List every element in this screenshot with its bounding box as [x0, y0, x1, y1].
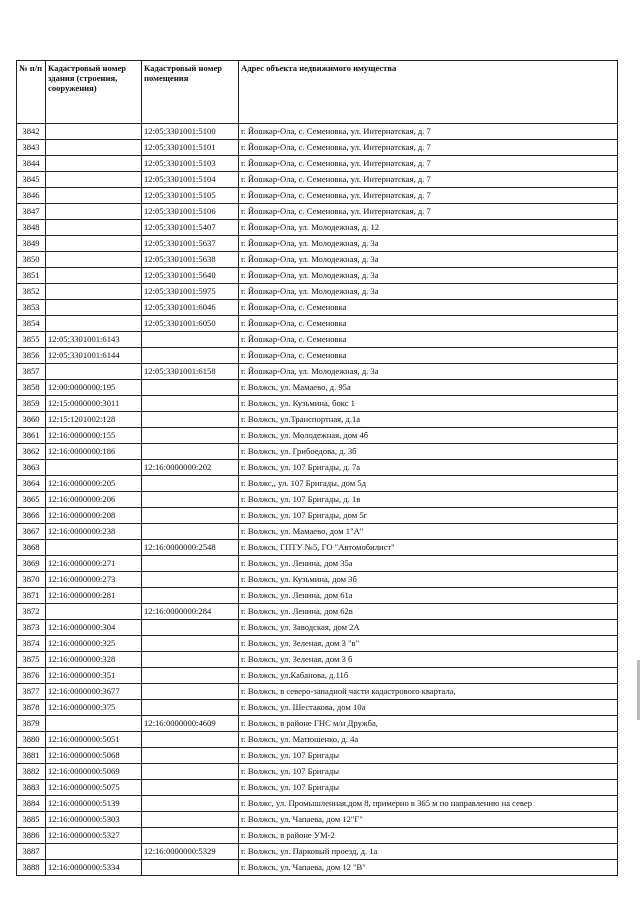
row-num-cell: 3852: [17, 284, 46, 300]
table-row: [17, 124, 618, 140]
building-cadastral-cell: 12:16:0000000:271: [46, 556, 142, 572]
row-num-cell: 3885: [17, 812, 46, 828]
premises-cadastral-cell: [142, 700, 239, 716]
table-row: [17, 460, 618, 476]
header-num: № п/п: [17, 61, 46, 124]
building-cadastral-cell: [46, 156, 142, 172]
address-cell: г. Волжск, ул.Кабанова, д.11б: [239, 668, 618, 684]
address-cell: г. Волжск, ул. Ленина, дом 61а: [239, 588, 618, 604]
premises-cadastral-cell: [142, 492, 239, 508]
table-row: [17, 316, 618, 332]
row-num-cell: 3880: [17, 732, 46, 748]
table-row: [17, 476, 618, 492]
building-cadastral-cell: 12:16:0000000:5051: [46, 732, 142, 748]
table-row: [17, 444, 618, 460]
premises-cadastral-cell: [142, 572, 239, 588]
table-body: [17, 124, 618, 876]
row-num-cell: 3858: [17, 380, 46, 396]
address-cell: г. Йошкар-Ола, с. Семеновка, ул. Интернатская, д. 7: [239, 204, 618, 220]
row-num-cell: 3883: [17, 780, 46, 796]
row-num-cell: 3864: [17, 476, 46, 492]
property-registry-table: [16, 60, 618, 876]
premises-cadastral-cell: [142, 780, 239, 796]
address-cell: г. Волжск, ул. 107 Бригады, д. 7а: [239, 460, 618, 476]
table-row: [17, 252, 618, 268]
building-cadastral-cell: [46, 364, 142, 380]
table-row: [17, 844, 618, 860]
premises-cadastral-cell: [142, 444, 239, 460]
row-num-cell: 3875: [17, 652, 46, 668]
building-cadastral-cell: 12:00:0000000:195: [46, 380, 142, 396]
building-cadastral-cell: 12:16:0000000:5139: [46, 796, 142, 812]
premises-cadastral-cell: [142, 556, 239, 572]
row-num-cell: 3843: [17, 140, 46, 156]
table-row: [17, 172, 618, 188]
building-cadastral-cell: 12:16:0000000:206: [46, 492, 142, 508]
building-cadastral-cell: [46, 604, 142, 620]
premises-cadastral-cell: [142, 636, 239, 652]
building-cadastral-cell: 12:16:0000000:304: [46, 620, 142, 636]
premises-cadastral-cell: 12:05:3301001:5407: [142, 220, 239, 236]
table-row: [17, 220, 618, 236]
row-num-cell: 3868: [17, 540, 46, 556]
row-num-cell: 3862: [17, 444, 46, 460]
row-num-cell: 3882: [17, 764, 46, 780]
table-row: [17, 524, 618, 540]
row-num-cell: 3876: [17, 668, 46, 684]
table-row: [17, 380, 618, 396]
address-cell: г. Волжск, ул. 107 Бригады: [239, 764, 618, 780]
premises-cadastral-cell: 12:05:3301001:6158: [142, 364, 239, 380]
address-cell: г. Йошкар-Ола, ул. Молодежная, д. 3а: [239, 284, 618, 300]
address-cell: г. Волжск, ул. Мамаево, дом 1"А": [239, 524, 618, 540]
row-num-cell: 3848: [17, 220, 46, 236]
building-cadastral-cell: 12:16:0000000:351: [46, 668, 142, 684]
address-cell: г. Волжск, ул. Ленина, дом 35а: [239, 556, 618, 572]
premises-cadastral-cell: [142, 620, 239, 636]
building-cadastral-cell: 12:16:0000000:5334: [46, 860, 142, 876]
table-row: [17, 620, 618, 636]
row-num-cell: 3847: [17, 204, 46, 220]
table-row: [17, 268, 618, 284]
row-num-cell: 3846: [17, 188, 46, 204]
table-row: [17, 572, 618, 588]
address-cell: г. Йошкар-Ола, с. Семеновка: [239, 316, 618, 332]
building-cadastral-cell: 12:16:0000000:186: [46, 444, 142, 460]
row-num-cell: 3853: [17, 300, 46, 316]
building-cadastral-cell: [46, 316, 142, 332]
building-cadastral-cell: 12:05:3301001:6144: [46, 348, 142, 364]
address-cell: г. Йошкар-Ола, ул. Молодежная, д. 12: [239, 220, 618, 236]
row-num-cell: 3871: [17, 588, 46, 604]
row-num-cell: 3884: [17, 796, 46, 812]
building-cadastral-cell: 12:16:0000000:155: [46, 428, 142, 444]
premises-cadastral-cell: [142, 348, 239, 364]
table-row: [17, 348, 618, 364]
building-cadastral-cell: 12:16:0000000:205: [46, 476, 142, 492]
table-row: [17, 492, 618, 508]
premises-cadastral-cell: 12:05:3301001:6046: [142, 300, 239, 316]
address-cell: г. Волжск, ул. Шестакова, дом 10а: [239, 700, 618, 716]
row-num-cell: 3886: [17, 828, 46, 844]
building-cadastral-cell: 12:16:0000000:238: [46, 524, 142, 540]
row-num-cell: 3849: [17, 236, 46, 252]
address-cell: г. Волжск, в районе ГНС м/н Дружба,: [239, 716, 618, 732]
address-cell: г. Йошкар-Ола, с. Семеновка: [239, 300, 618, 316]
address-cell: г. Волжск, ул. 107 Бригады, дом 5г: [239, 508, 618, 524]
row-num-cell: 3860: [17, 412, 46, 428]
building-cadastral-cell: 12:16:0000000:3677: [46, 684, 142, 700]
premises-cadastral-cell: 12:16:0000000:2548: [142, 540, 239, 556]
building-cadastral-cell: [46, 460, 142, 476]
row-num-cell: 3845: [17, 172, 46, 188]
header-row: [17, 61, 618, 124]
table-row: [17, 396, 618, 412]
premises-cadastral-cell: 12:05:3301001:5975: [142, 284, 239, 300]
table-row: [17, 284, 618, 300]
table-row: [17, 412, 618, 428]
row-num-cell: 3867: [17, 524, 46, 540]
building-cadastral-cell: 12:16:0000000:281: [46, 588, 142, 604]
address-cell: г. Волжск, ул.Транспортная, д.1а: [239, 412, 618, 428]
table-row: [17, 796, 618, 812]
address-cell: г. Волжс, ул. Промышленная,дом 8, примерно в 365 м по направлению на север: [239, 796, 618, 812]
address-cell: г. Йошкар-Ола, ул. Молодежная, д. 3а: [239, 268, 618, 284]
address-cell: г. Йошкар-Ола, с. Семеновка, ул. Интернатская, д. 7: [239, 172, 618, 188]
premises-cadastral-cell: [142, 668, 239, 684]
row-num-cell: 3877: [17, 684, 46, 700]
row-num-cell: 3856: [17, 348, 46, 364]
premises-cadastral-cell: [142, 396, 239, 412]
building-cadastral-cell: [46, 188, 142, 204]
table-row: [17, 604, 618, 620]
address-cell: г. Волжск, ул. 107 Бригады: [239, 780, 618, 796]
building-cadastral-cell: [46, 268, 142, 284]
premises-cadastral-cell: [142, 732, 239, 748]
address-cell: г. Волжск, ул. Кузьмина, бокс 1: [239, 396, 618, 412]
building-cadastral-cell: [46, 140, 142, 156]
header-address: Адрес объекта недвижимого имущества: [239, 61, 618, 124]
premises-cadastral-cell: [142, 380, 239, 396]
row-num-cell: 3872: [17, 604, 46, 620]
table-row: [17, 668, 618, 684]
building-cadastral-cell: [46, 284, 142, 300]
building-cadastral-cell: [46, 220, 142, 236]
building-cadastral-cell: [46, 172, 142, 188]
premises-cadastral-cell: [142, 332, 239, 348]
row-num-cell: 3878: [17, 700, 46, 716]
address-cell: г. Волжск, ул. Чапаева, дом 12"Г": [239, 812, 618, 828]
row-num-cell: 3873: [17, 620, 46, 636]
row-num-cell: 3870: [17, 572, 46, 588]
row-num-cell: 3859: [17, 396, 46, 412]
building-cadastral-cell: [46, 204, 142, 220]
table-row: [17, 364, 618, 380]
building-cadastral-cell: [46, 124, 142, 140]
building-cadastral-cell: 12:16:0000000:375: [46, 700, 142, 716]
row-num-cell: 3861: [17, 428, 46, 444]
address-cell: г. Йошкар-Ола, с. Семеновка, ул. Интернатская, д. 7: [239, 156, 618, 172]
table-row: [17, 540, 618, 556]
address-cell: г. Волжск, ул. Кузьмина, дом 3б: [239, 572, 618, 588]
row-num-cell: 3866: [17, 508, 46, 524]
table-row: [17, 188, 618, 204]
address-cell: г. Волжск, ул. Матюшенко, д. 4а: [239, 732, 618, 748]
building-cadastral-cell: 12:15:0000000:3011: [46, 396, 142, 412]
address-cell: г. Волжск, ул. Зеленая, дом 3 "в": [239, 636, 618, 652]
premises-cadastral-cell: 12:16:0000000:5329: [142, 844, 239, 860]
table-row: [17, 748, 618, 764]
premises-cadastral-cell: [142, 828, 239, 844]
building-cadastral-cell: 12:16:0000000:5327: [46, 828, 142, 844]
premises-cadastral-cell: [142, 684, 239, 700]
table-row: [17, 428, 618, 444]
table-header: [17, 61, 618, 124]
premises-cadastral-cell: [142, 764, 239, 780]
premises-cadastral-cell: [142, 812, 239, 828]
building-cadastral-cell: 12:16:0000000:328: [46, 652, 142, 668]
building-cadastral-cell: [46, 540, 142, 556]
row-num-cell: 3854: [17, 316, 46, 332]
premises-cadastral-cell: 12:05:3301001:5104: [142, 172, 239, 188]
address-cell: г. Волжск, ул. Мамаево, д. 95а: [239, 380, 618, 396]
row-num-cell: 3869: [17, 556, 46, 572]
address-cell: г. Волжск, ул. Чапаева, дом 12 "В": [239, 860, 618, 876]
header-premises-cadastral: Кадастровый номер помещения: [142, 61, 239, 124]
table-row: [17, 236, 618, 252]
address-cell: г. Волжск, ул. 107 Бригады: [239, 748, 618, 764]
premises-cadastral-cell: 12:16:0000000:4609: [142, 716, 239, 732]
table-row: [17, 588, 618, 604]
address-cell: г. Волжск, ул. Грибоедова, д. 3б: [239, 444, 618, 460]
table-row: [17, 716, 618, 732]
row-num-cell: 3851: [17, 268, 46, 284]
address-cell: г. Йошкар-Ола, с. Семеновка, ул. Интернатская, д. 7: [239, 140, 618, 156]
building-cadastral-cell: 12:16:0000000:5303: [46, 812, 142, 828]
premises-cadastral-cell: 12:16:0000000:284: [142, 604, 239, 620]
premises-cadastral-cell: 12:05:3301001:6050: [142, 316, 239, 332]
row-num-cell: 3857: [17, 364, 46, 380]
table-row: [17, 556, 618, 572]
address-cell: г. Йошкар-Ола, с. Семеновка, ул. Интернатская, д. 7: [239, 188, 618, 204]
table-row: [17, 508, 618, 524]
row-num-cell: 3874: [17, 636, 46, 652]
row-num-cell: 3888: [17, 860, 46, 876]
table-row: [17, 636, 618, 652]
address-cell: г. Йошкар-Ола, с. Семеновка, ул. Интернатская, д. 7: [239, 124, 618, 140]
table-row: [17, 140, 618, 156]
building-cadastral-cell: 12:16:0000000:5068: [46, 748, 142, 764]
premises-cadastral-cell: 12:05:3301001:5640: [142, 268, 239, 284]
row-num-cell: 3850: [17, 252, 46, 268]
premises-cadastral-cell: [142, 476, 239, 492]
row-num-cell: 3842: [17, 124, 46, 140]
premises-cadastral-cell: [142, 748, 239, 764]
premises-cadastral-cell: [142, 524, 239, 540]
address-cell: г. Йошкар-Ола, с. Семеновка: [239, 348, 618, 364]
table-row: [17, 684, 618, 700]
premises-cadastral-cell: [142, 860, 239, 876]
premises-cadastral-cell: 12:05:3301001:5105: [142, 188, 239, 204]
building-cadastral-cell: [46, 236, 142, 252]
row-num-cell: 3881: [17, 748, 46, 764]
premises-cadastral-cell: [142, 652, 239, 668]
row-num-cell: 3863: [17, 460, 46, 476]
building-cadastral-cell: 12:16:0000000:325: [46, 636, 142, 652]
address-cell: г. Волжск, в районе УМ-2: [239, 828, 618, 844]
building-cadastral-cell: [46, 844, 142, 860]
building-cadastral-cell: [46, 252, 142, 268]
table-row: [17, 828, 618, 844]
table-row: [17, 860, 618, 876]
table-row: [17, 812, 618, 828]
premises-cadastral-cell: [142, 508, 239, 524]
header-building-cadastral: Кадастровый номер здания (строения, сооружения): [46, 61, 142, 124]
premises-cadastral-cell: [142, 412, 239, 428]
table-row: [17, 764, 618, 780]
address-cell: г. Волжск, ул. Парковый проезд, д. 1а: [239, 844, 618, 860]
building-cadastral-cell: 12:16:0000000:5069: [46, 764, 142, 780]
address-cell: г. Волжск, ГПТУ №5, ГО "Автомобилист": [239, 540, 618, 556]
address-cell: г. Йошкар-Ола, с. Семеновка: [239, 332, 618, 348]
address-cell: г. Волжск, ул. Ленина, дом 62в: [239, 604, 618, 620]
premises-cadastral-cell: 12:05:3301001:5638: [142, 252, 239, 268]
premises-cadastral-cell: 12:16:0000000:202: [142, 460, 239, 476]
premises-cadastral-cell: 12:05:3301001:5637: [142, 236, 239, 252]
building-cadastral-cell: 12:16:0000000:208: [46, 508, 142, 524]
table-row: [17, 300, 618, 316]
building-cadastral-cell: [46, 300, 142, 316]
building-cadastral-cell: 12:05:3301001:6143: [46, 332, 142, 348]
address-cell: г. Волжск, ул. 107 Бригады, д. 1в: [239, 492, 618, 508]
table-row: [17, 156, 618, 172]
table-row: [17, 652, 618, 668]
address-cell: г. Йошкар-Ола, ул. Молодежная, д. 3а: [239, 236, 618, 252]
row-num-cell: 3865: [17, 492, 46, 508]
premises-cadastral-cell: 12:05:3301001:5106: [142, 204, 239, 220]
address-cell: г. Волжс,, ул. 107 Бригады, дом 5д: [239, 476, 618, 492]
building-cadastral-cell: 12:16:0000000:273: [46, 572, 142, 588]
premises-cadastral-cell: 12:05:3301001:5100: [142, 124, 239, 140]
premises-cadastral-cell: [142, 428, 239, 444]
table-row: [17, 780, 618, 796]
building-cadastral-cell: 12:15:1201002:128: [46, 412, 142, 428]
address-cell: г. Йошкар-Ола, ул. Молодежная, д. 3а: [239, 364, 618, 380]
row-num-cell: 3844: [17, 156, 46, 172]
address-cell: г. Йошкар-Ола, ул. Молодежная, д. 3а: [239, 252, 618, 268]
premises-cadastral-cell: [142, 796, 239, 812]
table-row: [17, 700, 618, 716]
table-row: [17, 204, 618, 220]
address-cell: г. Волжск, в северо-западной части кадастрового квартала,: [239, 684, 618, 700]
address-cell: г. Волжск, ул. Заводская, дом 2А: [239, 620, 618, 636]
premises-cadastral-cell: 12:05:3301001:5101: [142, 140, 239, 156]
table-row: [17, 332, 618, 348]
row-num-cell: 3879: [17, 716, 46, 732]
premises-cadastral-cell: [142, 588, 239, 604]
address-cell: г. Волжск, ул. Молодежная, дом 4б: [239, 428, 618, 444]
building-cadastral-cell: [46, 716, 142, 732]
table-row: [17, 732, 618, 748]
row-num-cell: 3887: [17, 844, 46, 860]
building-cadastral-cell: 12:16:0000000:5075: [46, 780, 142, 796]
premises-cadastral-cell: 12:05:3301001:5103: [142, 156, 239, 172]
row-num-cell: 3855: [17, 332, 46, 348]
address-cell: г. Волжск, ул. Зеленая, дом 3 б: [239, 652, 618, 668]
